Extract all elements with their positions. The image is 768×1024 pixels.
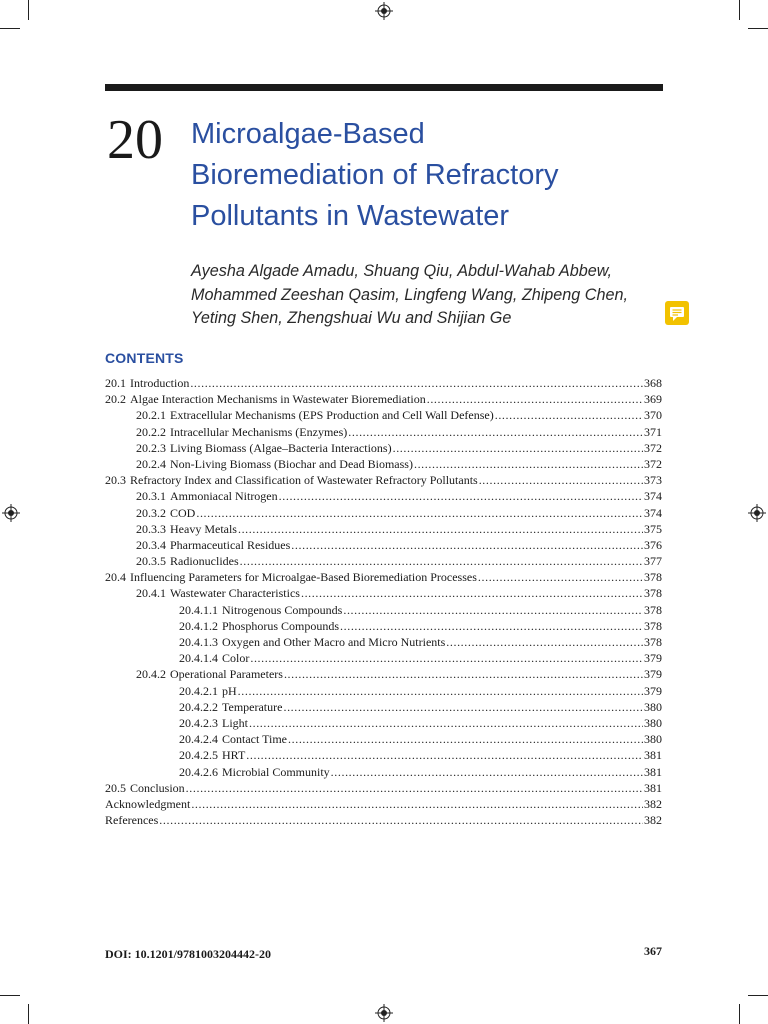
toc-leader-dots [331, 764, 643, 780]
toc-entry[interactable] [105, 618, 662, 634]
toc-entry-number: 20.3.2 [136, 505, 166, 520]
toc-entry-title: Ammoniacal Nitrogen [170, 489, 278, 504]
toc-leader-dots [478, 569, 643, 585]
toc-entry-number: 20.3.4 [136, 537, 166, 552]
toc-leader-dots [196, 505, 643, 521]
toc-entry-number: 20.4.1 [136, 586, 166, 601]
toc-entry[interactable] [105, 553, 662, 569]
toc-entry-number: 20.5 [105, 780, 126, 795]
registration-mark-icon [375, 2, 393, 20]
toc-entry[interactable] [105, 488, 662, 504]
toc-entry-page: 381 [644, 764, 662, 779]
toc-entry-title: HRT [222, 748, 246, 763]
doi-label: DOI: 10.1201/9781003204442-20 [105, 947, 271, 961]
toc-entry-number: 20.4.1.2 [179, 618, 218, 633]
author-line: Yeting Shen, Zhengshuai Wu and Shijian Ge [191, 309, 512, 327]
crop-mark [739, 0, 740, 20]
chapter-title [191, 114, 661, 237]
toc-entry-number: 20.4.2.1 [179, 683, 218, 698]
toc-entry[interactable] [105, 407, 662, 423]
toc-entry[interactable] [105, 650, 662, 666]
toc-entry-title: Temperature [222, 699, 283, 714]
toc-entry-number: 20.4.2.3 [179, 715, 218, 730]
toc-entry-number: 20.4.1.3 [179, 635, 218, 649]
toc-entry-number: 20.2 [105, 392, 126, 407]
toc-entry-number: 20.4.2.6 [179, 764, 218, 779]
toc-entry[interactable] [105, 747, 662, 763]
toc-entry-title: Light [222, 715, 248, 730]
toc-entry-page: 374 [644, 505, 662, 520]
toc-leader-dots [159, 812, 643, 828]
toc-entry[interactable] [105, 699, 662, 715]
toc-entry-page: 378 [644, 586, 662, 601]
toc-entry-title: COD [170, 505, 196, 520]
toc-entry-page: 378 [644, 570, 662, 585]
toc-entry-title: Contact Time [222, 732, 288, 747]
toc-entry-title: Non-Living Biomass (Biochar and Dead Biomass) [170, 456, 413, 471]
toc-entry-title: Intracellular Mechanisms (Enzymes) [170, 424, 348, 439]
toc-entry-title: Algae Interaction Mechanisms in Wastewater Bioremediation [130, 392, 426, 407]
toc-entry[interactable] [105, 472, 662, 488]
toc-entry[interactable] [105, 780, 662, 796]
chapter-title-line: Pollutants in Wastewater [191, 200, 510, 232]
toc-leader-dots [291, 537, 643, 553]
toc-entry-title: Influencing Parameters for Microalgae-Based Bioremediation Processes [130, 570, 477, 585]
toc-leader-dots [246, 747, 643, 763]
registration-mark-icon [375, 1004, 393, 1022]
toc-entry-title: Introduction [130, 376, 190, 390]
toc-leader-dots [186, 780, 643, 796]
toc-entry-page: 381 [644, 748, 662, 763]
toc-entry-number: 20.2.3 [136, 440, 166, 455]
toc-entry[interactable] [105, 715, 662, 731]
toc-entry-number: 20.2.4 [136, 456, 166, 471]
toc-leader-dots [348, 424, 643, 440]
toc-entry[interactable] [105, 424, 662, 440]
toc-leader-dots [250, 650, 643, 666]
toc-leader-dots [249, 715, 643, 731]
toc-entry[interactable] [105, 585, 662, 601]
toc-leader-dots [301, 585, 643, 601]
toc-entry-page: 376 [644, 537, 662, 552]
toc-entry-number: 20.3.1 [136, 489, 166, 504]
toc-leader-dots [288, 731, 643, 747]
crop-mark [28, 1004, 29, 1024]
toc-entry-title: Living Biomass (Algae–Bacteria Interactions) [170, 440, 392, 455]
crop-mark [739, 1004, 740, 1024]
toc-entry-page: 377 [644, 554, 662, 569]
toc-entry[interactable] [105, 683, 662, 699]
toc-entry-page: 379 [644, 683, 662, 698]
chapter-title-line: Bioremediation of Refractory [191, 159, 559, 191]
toc-entry[interactable] [105, 521, 662, 537]
toc-leader-dots [414, 456, 643, 472]
toc-entry-page: 374 [644, 489, 662, 504]
toc-entry-page: 382 [644, 813, 662, 828]
toc-leader-dots [343, 602, 643, 618]
toc-entry-page: 368 [644, 376, 662, 390]
crop-mark [28, 0, 29, 20]
toc-leader-dots [190, 375, 643, 391]
toc-leader-dots [240, 553, 643, 569]
toc-entry-title: Extracellular Mechanisms (EPS Production and Cell Wall Defense) [170, 408, 494, 423]
toc-entry[interactable] [105, 375, 662, 391]
toc-entry-number: 20.4.2.2 [179, 699, 218, 714]
toc-entry-title: Operational Parameters [170, 667, 283, 682]
toc-entry[interactable] [105, 537, 662, 553]
toc-leader-dots [238, 521, 643, 537]
toc-entry-page: 378 [644, 618, 662, 633]
toc-entry-number: 20.4.2 [136, 667, 166, 682]
toc-entry-page: 379 [644, 667, 662, 682]
crop-mark [748, 995, 768, 996]
toc-entry[interactable] [105, 505, 662, 521]
toc-entry-title: References [105, 813, 159, 828]
toc-leader-dots [238, 683, 643, 699]
toc-leader-dots [479, 472, 643, 488]
toc-entry[interactable] [105, 602, 662, 618]
author-line: Mohammed Zeeshan Qasim, Lingfeng Wang, Zhipeng Chen, [191, 285, 629, 304]
toc-entry-page: 380 [644, 715, 662, 730]
toc-leader-dots [340, 618, 643, 634]
toc-entry-title: Heavy Metals [170, 521, 237, 536]
toc-entry-page: 380 [644, 699, 662, 714]
toc-entry-title: Acknowledgment [105, 796, 191, 811]
chapter-title-line: Microalgae-Based [191, 118, 425, 150]
toc-leader-dots [446, 634, 643, 650]
crop-mark [748, 28, 768, 29]
toc-entry-number: 20.3 [105, 473, 126, 488]
toc-entry-page: 372 [644, 440, 662, 455]
toc-entry-title: Wastewater Characteristics [170, 586, 300, 601]
toc-entry-number: 20.4.2.5 [179, 748, 218, 763]
toc-leader-dots [191, 796, 643, 812]
toc-entry-number: 20.4.1.4 [179, 651, 218, 666]
toc-entry[interactable] [105, 812, 662, 828]
toc-entry-page: 379 [644, 651, 662, 666]
toc-entry-title: Radionuclides [170, 554, 239, 569]
toc-entry-page: 382 [644, 796, 662, 811]
table-of-contents [105, 375, 662, 828]
toc-entry[interactable] [105, 456, 662, 472]
toc-entry-page: 373 [644, 473, 662, 488]
toc-entry-title: Color [222, 651, 250, 666]
toc-entry[interactable] [105, 634, 662, 650]
chapter-top-rule [105, 84, 663, 91]
toc-entry-page: 369 [644, 392, 662, 407]
toc-leader-dots [279, 488, 643, 504]
toc-entry-number: 20.2.1 [136, 408, 166, 423]
toc-entry-number: 20.4.1.1 [179, 602, 218, 617]
author-line: Ayesha Algade Amadu, Shuang Qiu, Abdul-Wahab Abbew, [191, 262, 613, 280]
toc-entry-number: 20.4.2.4 [179, 732, 218, 747]
registration-mark-icon [748, 504, 766, 522]
note-comment-icon[interactable] [665, 301, 689, 325]
crop-mark [0, 995, 20, 996]
toc-entry-title: Oxygen and Other Macro and Micro Nutrients [222, 635, 446, 649]
toc-entry-page: 372 [644, 456, 662, 471]
toc-leader-dots [283, 699, 643, 715]
toc-entry-number: 20.4 [105, 570, 126, 585]
toc-entry-title: Pharmaceutical Residues [170, 537, 291, 552]
toc-entry-page: 370 [644, 408, 662, 423]
crop-mark [0, 28, 20, 29]
toc-entry-page: 378 [644, 602, 662, 617]
toc-entry-page: 375 [644, 521, 662, 536]
toc-leader-dots [284, 666, 643, 682]
toc-entry-title: Nitrogenous Compounds [222, 602, 343, 617]
toc-entry-title: Conclusion [130, 780, 185, 795]
toc-leader-dots [495, 407, 643, 423]
page-number: 367 [644, 944, 662, 958]
toc-entry[interactable] [105, 391, 662, 407]
toc-entry-number: 20.3.5 [136, 554, 166, 569]
toc-entry[interactable] [105, 440, 662, 456]
toc-entry-number: 20.3.3 [136, 521, 166, 536]
toc-entry-title: Microbial Community [222, 764, 330, 779]
toc-entry-page: 380 [644, 732, 662, 747]
toc-entry-title: pH [222, 683, 237, 698]
toc-entry[interactable] [105, 764, 662, 780]
toc-entry[interactable] [105, 796, 662, 812]
registration-mark-icon [2, 504, 20, 522]
toc-leader-dots [427, 391, 643, 407]
chapter-authors [191, 260, 661, 331]
toc-entry-number: 20.2.2 [136, 424, 166, 439]
toc-entry-title: Refractory Index and Classification of Wastewater Refractory Pollutants [130, 473, 478, 488]
toc-leader-dots [393, 440, 643, 456]
toc-entry-page: 371 [644, 424, 662, 439]
chapter-number: 20 [107, 109, 163, 171]
toc-entry-page: 381 [644, 780, 662, 795]
toc-entry[interactable] [105, 731, 662, 747]
toc-entry[interactable] [105, 569, 662, 585]
toc-entry-title: Phosphorus Compounds [222, 618, 340, 633]
contents-heading: CONTENTS [105, 350, 184, 366]
toc-entry-page: 378 [644, 635, 662, 649]
toc-entry[interactable] [105, 666, 662, 682]
toc-entry-number: 20.1 [105, 376, 126, 390]
